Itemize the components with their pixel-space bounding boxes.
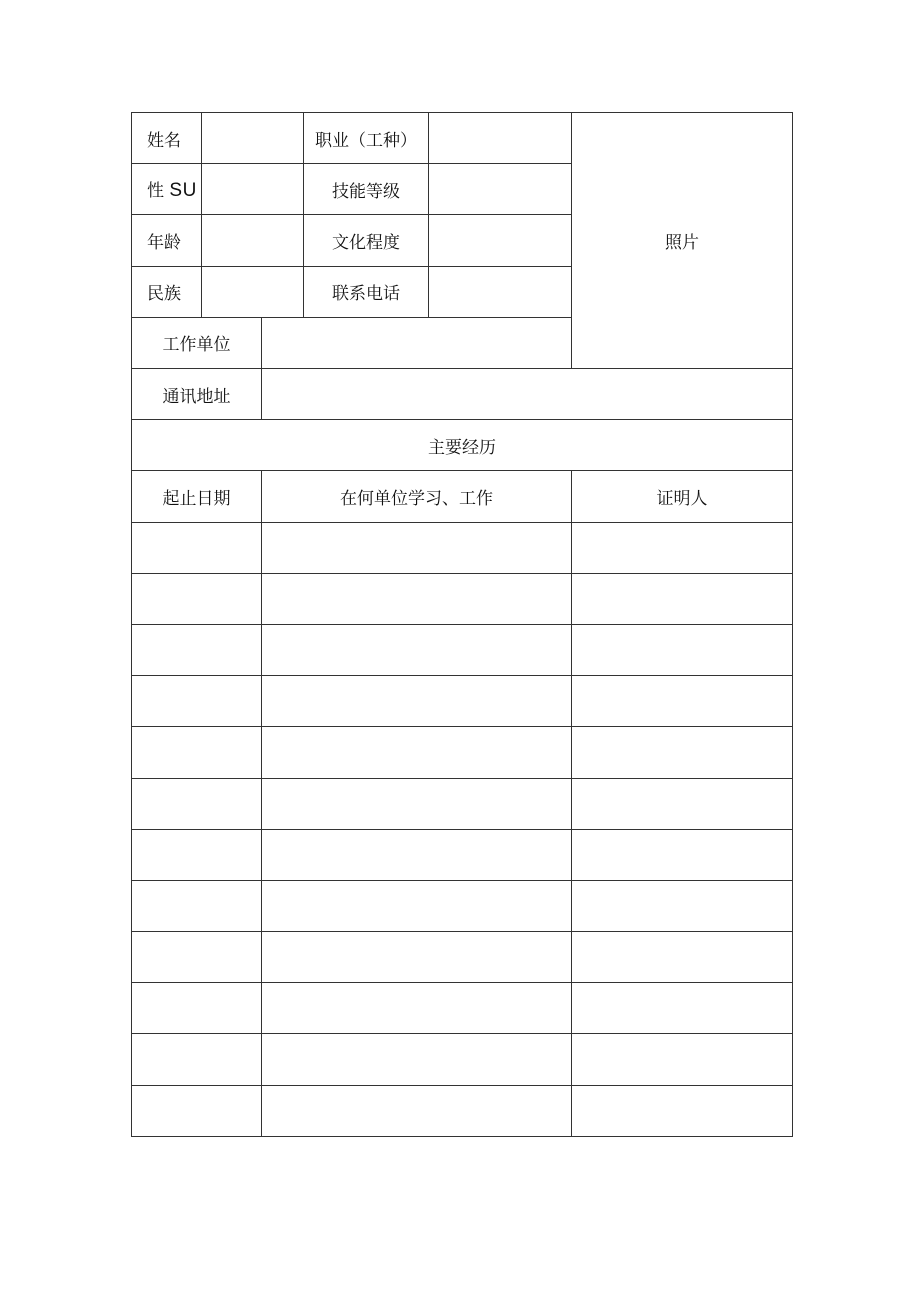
history-row (132, 676, 793, 727)
history-dates-cell[interactable] (132, 1085, 262, 1136)
history-title-row (132, 420, 793, 471)
gender-label (132, 164, 202, 215)
history-employer-cell[interactable] (262, 1034, 572, 1085)
photo-box[interactable] (572, 113, 793, 369)
employer-field[interactable] (262, 317, 572, 368)
history-employer-cell[interactable] (262, 983, 572, 1034)
history-employer-cell[interactable] (262, 1085, 572, 1136)
history-header-witness: 证明人 (572, 471, 793, 522)
history-employer-cell[interactable] (262, 932, 572, 983)
history-row (132, 880, 793, 931)
education-field[interactable] (429, 215, 572, 266)
history-witness-cell[interactable] (572, 727, 793, 778)
history-dates-cell[interactable] (132, 880, 262, 931)
history-employer-cell[interactable] (262, 624, 572, 675)
occupation-label: 职业（工种） (304, 113, 429, 164)
history-row (132, 932, 793, 983)
form-row-address (132, 368, 793, 419)
history-employer-cell[interactable] (262, 880, 572, 931)
history-row (132, 778, 793, 829)
history-header-dates: 起止日期 (132, 471, 262, 522)
history-witness-cell[interactable] (572, 1034, 793, 1085)
history-employer-cell[interactable] (262, 778, 572, 829)
history-witness-cell[interactable] (572, 676, 793, 727)
history-header-row (132, 471, 793, 522)
occupation-field[interactable] (429, 113, 572, 164)
history-witness-cell[interactable] (572, 778, 793, 829)
history-dates-cell[interactable] (132, 829, 262, 880)
history-employer-cell[interactable] (262, 676, 572, 727)
history-employer-cell[interactable] (262, 573, 572, 624)
name-label: 姓名 (132, 113, 202, 164)
history-witness-cell[interactable] (572, 624, 793, 675)
name-field[interactable] (202, 113, 304, 164)
registration-form-table (131, 112, 793, 1137)
history-witness-cell[interactable] (572, 573, 793, 624)
gender-field[interactable] (202, 164, 304, 215)
phone-field[interactable] (429, 266, 572, 317)
history-employer-cell[interactable] (262, 727, 572, 778)
history-witness-cell[interactable] (572, 932, 793, 983)
history-dates-cell[interactable] (132, 778, 262, 829)
photo-label: 照片 (665, 232, 699, 253)
skill-level-label: 技能等级 (304, 164, 429, 215)
history-witness-cell[interactable] (572, 1085, 793, 1136)
history-row (132, 829, 793, 880)
history-dates-cell[interactable] (132, 727, 262, 778)
age-label: 年龄 (132, 215, 202, 266)
skill-level-field[interactable] (429, 164, 572, 215)
address-label: 通讯地址 (132, 368, 262, 419)
history-row (132, 1034, 793, 1085)
history-row (132, 983, 793, 1034)
history-dates-cell[interactable] (132, 624, 262, 675)
gender-label-text: 性 (147, 181, 164, 202)
history-dates-cell[interactable] (132, 522, 262, 573)
education-label: 文化程度 (304, 215, 429, 266)
history-row (132, 624, 793, 675)
employer-label: 工作单位 (132, 317, 262, 368)
history-row (132, 573, 793, 624)
history-rows (132, 522, 793, 1136)
history-dates-cell[interactable] (132, 676, 262, 727)
history-row (132, 1085, 793, 1136)
history-witness-cell[interactable] (572, 880, 793, 931)
history-employer-cell[interactable] (262, 522, 572, 573)
gender-label-suffix: SU (169, 180, 197, 202)
history-dates-cell[interactable] (132, 573, 262, 624)
phone-label: 联系电话 (304, 266, 429, 317)
history-header-employer: 在何单位学习、工作 (262, 471, 572, 522)
history-dates-cell[interactable] (132, 1034, 262, 1085)
ethnicity-label: 民族 (132, 266, 202, 317)
history-dates-cell[interactable] (132, 983, 262, 1034)
age-field[interactable] (202, 215, 304, 266)
history-witness-cell[interactable] (572, 983, 793, 1034)
history-witness-cell[interactable] (572, 522, 793, 573)
history-row (132, 522, 793, 573)
history-title: 主要经历 (132, 420, 793, 471)
history-witness-cell[interactable] (572, 829, 793, 880)
history-row (132, 727, 793, 778)
form-row-name (132, 113, 793, 164)
address-field[interactable] (262, 368, 793, 419)
ethnicity-field[interactable] (202, 266, 304, 317)
history-dates-cell[interactable] (132, 932, 262, 983)
history-employer-cell[interactable] (262, 829, 572, 880)
